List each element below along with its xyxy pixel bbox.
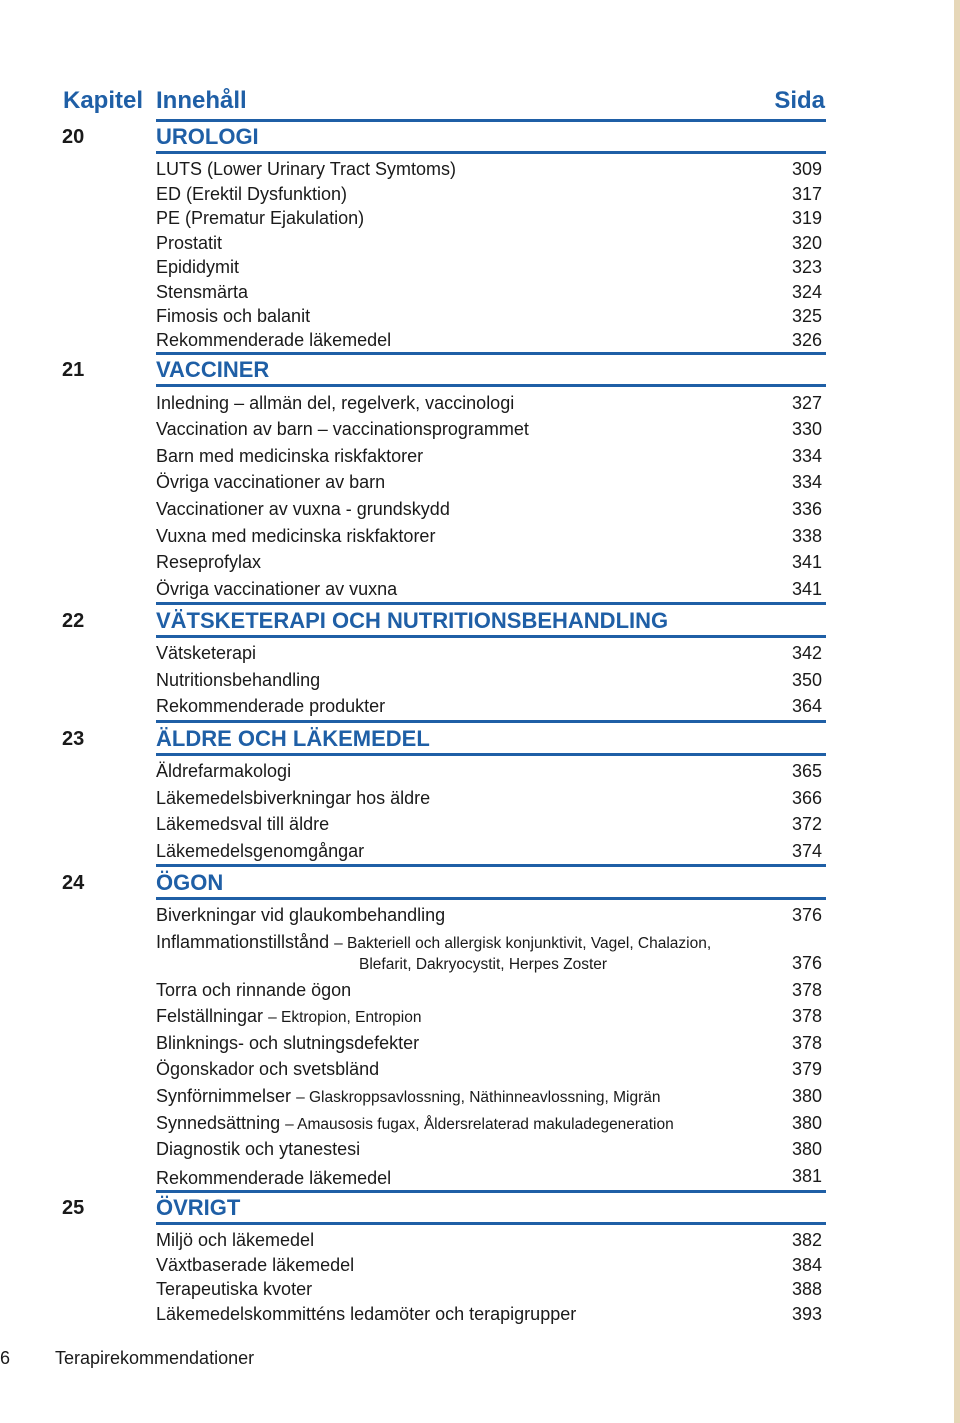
toc-page-number: 317 bbox=[791, 184, 822, 204]
toc-entry[interactable]: Vaccinationer av vuxna - grundskydd bbox=[156, 499, 450, 519]
toc-page-number: 341 bbox=[791, 579, 822, 599]
chapter-rule bbox=[156, 384, 826, 387]
toc-entry[interactable]: Rekommenderade läkemedel bbox=[156, 1168, 392, 1188]
toc-page-number: 376 bbox=[791, 905, 822, 925]
toc-entry-subtopics-continued: Blefarit, Dakryocystit, Herpes Zoster bbox=[359, 956, 608, 973]
chapter-rule bbox=[156, 635, 826, 638]
toc-entry-subtopics: – Ektropion, Entropion bbox=[268, 1009, 422, 1026]
toc-page-number: 334 bbox=[791, 446, 822, 466]
chapter-rule bbox=[156, 897, 826, 900]
toc-page-number: 380 bbox=[791, 1086, 822, 1106]
footer-book-title: Terapirekommendationer bbox=[55, 1348, 255, 1368]
toc-page-number: 376 bbox=[791, 953, 822, 973]
toc-entry[interactable]: Epididymit bbox=[156, 257, 240, 277]
toc-entry-subtopics: – Amausosis fugax, Åldersrelaterad makuladegeneration bbox=[285, 1116, 674, 1133]
toc-page-number: 388 bbox=[791, 1279, 822, 1299]
header-contents-label: Innehåll bbox=[156, 87, 247, 114]
header-rule bbox=[156, 119, 826, 122]
toc-entry[interactable]: Övriga vaccinationer av barn bbox=[156, 472, 386, 492]
toc-entry[interactable] bbox=[156, 1085, 661, 1109]
toc-entry[interactable]: Ögonskador och svetsbländ bbox=[156, 1059, 380, 1079]
chapter-number: 25 bbox=[62, 1197, 85, 1219]
toc-page-number: 378 bbox=[791, 980, 822, 1000]
toc-page-number: 372 bbox=[791, 814, 822, 834]
chapter-rule bbox=[156, 720, 826, 723]
chapter-title: VACCINER bbox=[156, 357, 270, 382]
toc-page-number: 378 bbox=[791, 1006, 822, 1026]
toc-page-number: 350 bbox=[791, 670, 822, 690]
toc-entry[interactable]: Fimosis och balanit bbox=[156, 306, 311, 326]
chapter-number: 20 bbox=[62, 126, 85, 148]
toc-page-number: 338 bbox=[791, 526, 822, 546]
toc-entry[interactable]: Miljö och läkemedel bbox=[156, 1230, 315, 1250]
toc-entry[interactable]: Läkemedelsbiverkningar hos äldre bbox=[156, 788, 431, 808]
header-page-label: Sida bbox=[774, 87, 825, 114]
toc-page-number: 325 bbox=[791, 306, 822, 326]
toc-entry[interactable] bbox=[156, 1005, 421, 1029]
chapter-rule bbox=[156, 753, 826, 756]
chapter-title: VÄTSKETERAPI OCH NUTRITIONSBEHANDLING bbox=[156, 608, 669, 633]
toc-entry[interactable]: Äldrefarmakologi bbox=[156, 761, 292, 781]
chapter-rule bbox=[156, 1222, 826, 1225]
toc-entry[interactable]: Terapeutiska kvoter bbox=[156, 1279, 313, 1299]
toc-entry[interactable]: Rekommenderade produkter bbox=[156, 696, 386, 716]
toc-page-number: 384 bbox=[791, 1255, 822, 1275]
chapter-rule bbox=[156, 352, 826, 355]
toc-entry[interactable]: Inledning – allmän del, regelverk, vaccinologi bbox=[156, 393, 515, 413]
toc-entry[interactable]: Rekommenderade läkemedel bbox=[156, 330, 392, 350]
toc-page-number: 381 bbox=[791, 1166, 822, 1186]
toc-entry-subtopics: – Glaskroppsavlossning, Näthinneavlossning, Migrän bbox=[296, 1089, 661, 1106]
toc-entry[interactable]: Övriga vaccinationer av vuxna bbox=[156, 579, 398, 599]
toc-entry-title: Inflammationstillstånd bbox=[156, 932, 330, 952]
toc-entry[interactable]: Växtbaserade läkemedel bbox=[156, 1255, 355, 1275]
page-edge-strip bbox=[954, 0, 960, 1423]
toc-page-number: 334 bbox=[791, 472, 822, 492]
toc-page-number: 393 bbox=[791, 1304, 822, 1324]
toc-page-number: 319 bbox=[791, 208, 822, 228]
toc-page-number: 374 bbox=[791, 841, 822, 861]
chapter-title: ÄLDRE OCH LÄKEMEDEL bbox=[156, 726, 430, 751]
toc-entry-title: Felställningar bbox=[156, 1006, 264, 1026]
toc-page-number: 309 bbox=[791, 159, 822, 179]
toc-entry[interactable]: Blinknings- och slutningsdefekter bbox=[156, 1033, 420, 1053]
toc-page-number: 326 bbox=[791, 330, 822, 350]
toc-page-number: 324 bbox=[791, 282, 822, 302]
toc-entry[interactable]: Diagnostik och ytanestesi bbox=[156, 1139, 361, 1159]
chapter-rule bbox=[156, 864, 826, 867]
toc-page-number: 379 bbox=[791, 1059, 822, 1079]
chapter-number: 24 bbox=[62, 872, 85, 894]
header-chapter-label: Kapitel bbox=[63, 87, 144, 114]
toc-page-number: 380 bbox=[791, 1139, 822, 1159]
chapter-number: 21 bbox=[62, 359, 85, 381]
toc-page-number: 323 bbox=[791, 257, 822, 277]
toc-page-number: 364 bbox=[791, 696, 822, 716]
toc-entry[interactable]: Prostatit bbox=[156, 233, 223, 253]
toc-entry[interactable]: Reseprofylax bbox=[156, 552, 262, 572]
toc-entry[interactable]: Vuxna med medicinska riskfaktorer bbox=[156, 526, 436, 546]
toc-entry-subtopics: – Bakteriell och allergisk konjunktivit, Vagel, Chalazion, bbox=[334, 935, 712, 952]
toc-entry-title: Synförnimmelser bbox=[156, 1086, 292, 1106]
toc-entry[interactable] bbox=[156, 931, 711, 955]
toc-page-number: 378 bbox=[791, 1033, 822, 1053]
chapter-rule bbox=[156, 602, 826, 605]
chapter-rule bbox=[156, 1190, 826, 1193]
toc-entry[interactable]: Nutritionsbehandling bbox=[156, 670, 321, 690]
toc-entry[interactable]: Stensmärta bbox=[156, 282, 249, 302]
chapter-number: 22 bbox=[62, 610, 85, 632]
toc-page-number: 380 bbox=[791, 1113, 822, 1133]
toc-entry[interactable]: ED (Erektil Dysfunktion) bbox=[156, 184, 348, 204]
toc-entry[interactable]: Barn med medicinska riskfaktorer bbox=[156, 446, 424, 466]
toc-page-number: 327 bbox=[791, 393, 822, 413]
toc-entry[interactable]: Biverkningar vid glaukombehandling bbox=[156, 905, 446, 925]
toc-entry[interactable]: PE (Prematur Ejakulation) bbox=[156, 208, 365, 228]
toc-entry[interactable]: Läkemedelsgenomgångar bbox=[156, 841, 365, 861]
toc-entry[interactable] bbox=[156, 1112, 674, 1136]
footer-page-number: 6 bbox=[0, 1348, 11, 1368]
toc-page-number: 341 bbox=[791, 552, 822, 572]
toc-entry[interactable]: Vaccination av barn – vaccinationsprogrammet bbox=[156, 419, 529, 439]
chapter-number: 23 bbox=[62, 728, 85, 750]
toc-page-number: 330 bbox=[791, 419, 822, 439]
toc-entry[interactable]: Vätsketerapi bbox=[156, 643, 257, 663]
toc-entry[interactable]: Läkemedelskommitténs ledamöter och terapigrupper bbox=[156, 1304, 577, 1324]
toc-entry[interactable]: Torra och rinnande ögon bbox=[156, 980, 352, 1000]
toc-page-number: 336 bbox=[791, 499, 822, 519]
toc-page-number: 382 bbox=[791, 1230, 822, 1250]
chapter-title: ÖVRIGT bbox=[156, 1195, 241, 1220]
chapter-title: UROLOGI bbox=[156, 124, 259, 149]
toc-entry-title: Synnedsättning bbox=[156, 1113, 281, 1133]
toc-page-number: 342 bbox=[791, 643, 822, 663]
toc-page-number: 366 bbox=[791, 788, 822, 808]
toc-entry[interactable]: Läkemedsval till äldre bbox=[156, 814, 330, 834]
toc-page-number: 320 bbox=[791, 233, 822, 253]
toc-entry[interactable]: LUTS (Lower Urinary Tract Symtoms) bbox=[156, 159, 457, 179]
chapter-title: ÖGON bbox=[156, 870, 224, 895]
chapter-rule bbox=[156, 151, 826, 154]
toc-page-number: 365 bbox=[791, 761, 822, 781]
